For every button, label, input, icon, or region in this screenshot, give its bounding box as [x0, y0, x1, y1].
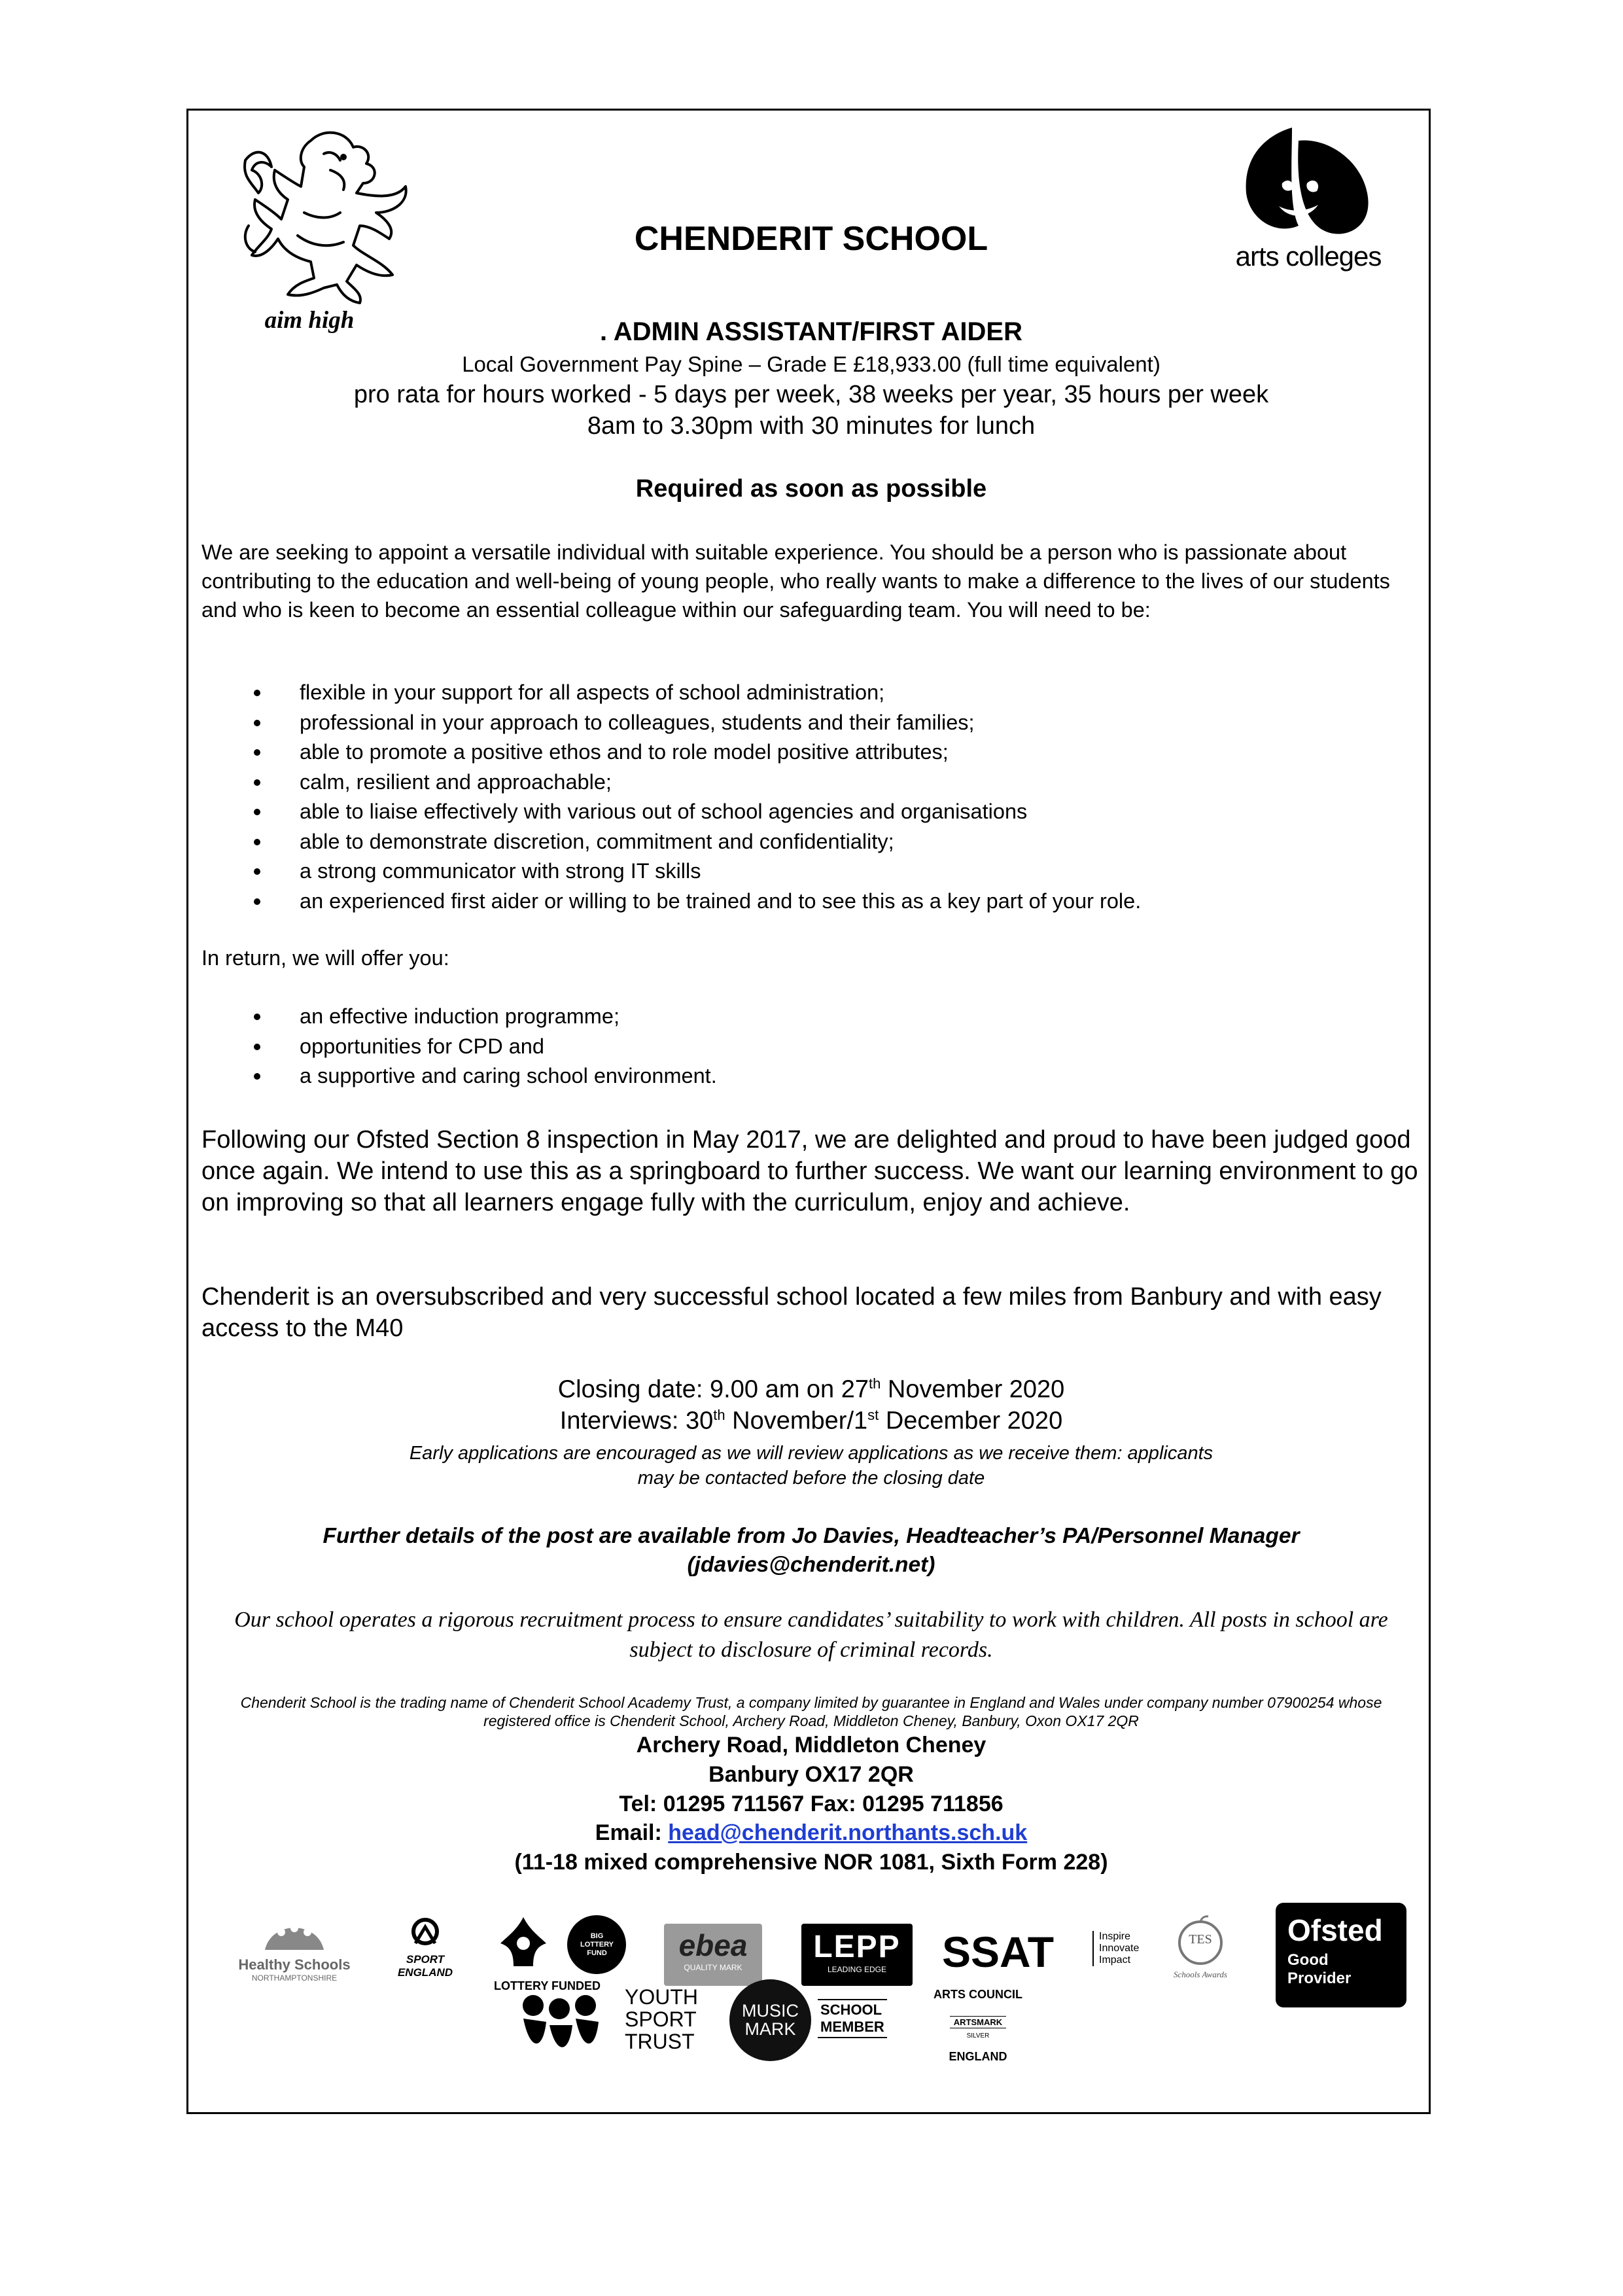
ebea-badge — [664, 1924, 762, 1986]
sport-england-label: SPORT — [406, 1953, 445, 1966]
ebea-sub: QUALITY MARK — [684, 1963, 742, 1972]
list-item: professional in your approach to colleagues, students and their families; — [201, 708, 1418, 738]
list-item: an experienced first aider or willing to be trained and to see this as a key part of your role. — [201, 887, 1418, 917]
list-item: able to liaise effectively with various out of school agencies and organisations — [201, 797, 1418, 827]
working-hours: 8am to 3.30pm with 30 minutes for lunch — [587, 412, 1036, 440]
lion-crest-logo — [232, 121, 415, 311]
big-lottery-label: BIG LOTTERY FUND — [580, 1932, 614, 1957]
ofsted-good: Good — [1287, 1951, 1329, 1969]
phone-fax: Tel: 01295 711567 Fax: 01295 711856 — [619, 1792, 1003, 1816]
ofsted-label: Ofsted — [1287, 1913, 1383, 1947]
email-line: Email: head@chenderit.northants.sch.uk — [595, 1820, 1028, 1845]
lepp-badge — [801, 1924, 913, 1986]
list-item: opportunities for CPD and — [201, 1032, 1418, 1062]
england-label: ENGLAND — [949, 2050, 1007, 2063]
list-item: a strong communicator with strong IT skills — [201, 857, 1418, 887]
school-member-label: SCHOOL MEMBER — [818, 1999, 887, 2038]
early-applications-note: Early applications are encouraged as we will review applications as we receive them: applicants may be contacted before the closing date — [409, 1443, 1213, 1489]
ofsted-paragraph: Following our Ofsted Section 8 inspection in May 2017, we are delighted and proud to have been judged good once again. We intend to use this as a springboard to further success. We want our learning environment to go on improving so that all learners engage fully with the curriculum, enjoy and achieve. — [201, 1126, 1418, 1216]
healthy-schools-icon — [258, 1914, 330, 1953]
arts-colleges-label: arts colleges — [1235, 241, 1382, 272]
youth-sport-trust-label: YOUTH SPORT TRUST — [625, 1985, 698, 2053]
lottery-funded-label: LOTTERY FUNDED — [494, 1979, 601, 1992]
ofsted-badge — [1276, 1903, 1406, 2007]
healthy-schools-sub: NORTHAMPTONSHIRE — [251, 1973, 338, 1983]
lepp-label: LEPP — [813, 1930, 901, 1964]
address-line-1: Archery Road, Middleton Cheney — [636, 1733, 986, 1757]
tes-sub: Schools Awards — [1174, 1969, 1227, 1979]
tes-label: TES — [1189, 1932, 1212, 1947]
interview-dates: Interviews: 30th November/1st December 2020 — [559, 1407, 1063, 1435]
youth-sport-trust-icon — [517, 1989, 608, 2055]
list-item: able to promote a positive ethos and to role model positive attributes; — [201, 737, 1418, 768]
silver-label: SILVER — [966, 2032, 990, 2040]
ssat-label: SSAT — [942, 1928, 1055, 1976]
list-item: calm, resilient and approachable; — [201, 768, 1418, 798]
sport-england-label-2: ENGLAND — [397, 1966, 453, 1979]
offers-list — [201, 1002, 1418, 1091]
motto: aim high — [264, 307, 355, 334]
address-line-2: Banbury OX17 2QR — [708, 1762, 914, 1787]
arts-council-label: ARTS COUNCIL — [934, 1988, 1022, 2001]
closing-date: Closing date: 9.00 am on 27th November 2020 — [557, 1375, 1065, 1404]
sport-england-badge — [393, 1917, 458, 1989]
music-mark-badge — [729, 1979, 899, 2064]
tes-badge — [1168, 1914, 1233, 1999]
start-requirement: Required as soon as possible — [635, 475, 987, 503]
ssat-taglines: Inspire Innovate Impact — [1092, 1931, 1139, 1966]
school-name: CHENDERIT SCHOOL — [634, 220, 988, 258]
ofsted-provider: Provider — [1287, 1969, 1352, 1987]
sport-england-icon — [402, 1917, 448, 1950]
pay-grade: Local Government Pay Spine – Grade E £18,933.00 (full time equivalent) — [462, 352, 1161, 376]
lottery-hand-icon — [494, 1914, 553, 1973]
artsmark-label: ARTSMARK — [950, 2016, 1006, 2028]
location-paragraph: Chenderit is an oversubscribed and very successful school located a few miles from Banbury and with easy access to the M40 — [201, 1283, 1382, 1342]
arts-council-badge — [929, 1976, 1027, 2087]
ssat-badge — [942, 1927, 1158, 1979]
ebea-label: ebea — [678, 1928, 748, 1962]
list-item: flexible in your support for all aspects of school administration; — [201, 678, 1418, 708]
job-title: . ADMIN ASSISTANT/FIRST AIDER — [600, 317, 1022, 346]
healthy-schools-label: Healthy Schools — [238, 1956, 351, 1973]
school-info: (11-18 mixed comprehensive NOR 1081, Sixth Form 228) — [514, 1850, 1108, 1875]
further-details: Further details of the post are available from Jo Davies, Headteacher’s PA/Personnel Manager (jdavies@chenderit.net) — [323, 1524, 1300, 1577]
list-item: an effective induction programme; — [201, 1002, 1418, 1032]
offer-intro: In return, we will offer you: — [201, 946, 449, 970]
healthy-schools-badge — [232, 1914, 357, 1992]
lepp-sub: LEADING EDGE — [827, 1965, 887, 1974]
list-item: a supportive and caring school environment. — [201, 1061, 1418, 1091]
requirements-list — [201, 678, 1418, 916]
music-mark-circle: MUSIC MARK — [729, 1979, 811, 2061]
list-item: able to demonstrate discretion, commitment and confidentiality; — [201, 827, 1418, 857]
youth-sport-trust-badge — [517, 1986, 700, 2058]
recruitment-policy: Our school operates a rigorous recruitment process to ensure candidates’ suitability to work with children. All posts in school are subject to disclosure of criminal records. — [234, 1608, 1388, 1662]
intro-paragraph: We are seeking to appoint a versatile individual with suitable experience. You should be a person who is passionate about contributing to the education and well-being of young people, who really wants to make a difference to the lives of our students and who is keen to become an essential colleague within our safeguarding team. You will need to be: — [201, 540, 1390, 622]
legal-notice: Chenderit School is the trading name of Chenderit School Academy Trust, a company limited by guarantee in England and Wales under company number 07900254 whose registered office is Chenderit School, Archery Road, Middleton Cheney, Banbury, Oxon OX17 2QR — [240, 1694, 1382, 1729]
pro-rata-terms: pro rata for hours worked - 5 days per week, 38 weeks per year, 35 hours per week — [353, 381, 1269, 408]
email-link[interactable]: head@chenderit.northants.sch.uk — [668, 1820, 1028, 1845]
